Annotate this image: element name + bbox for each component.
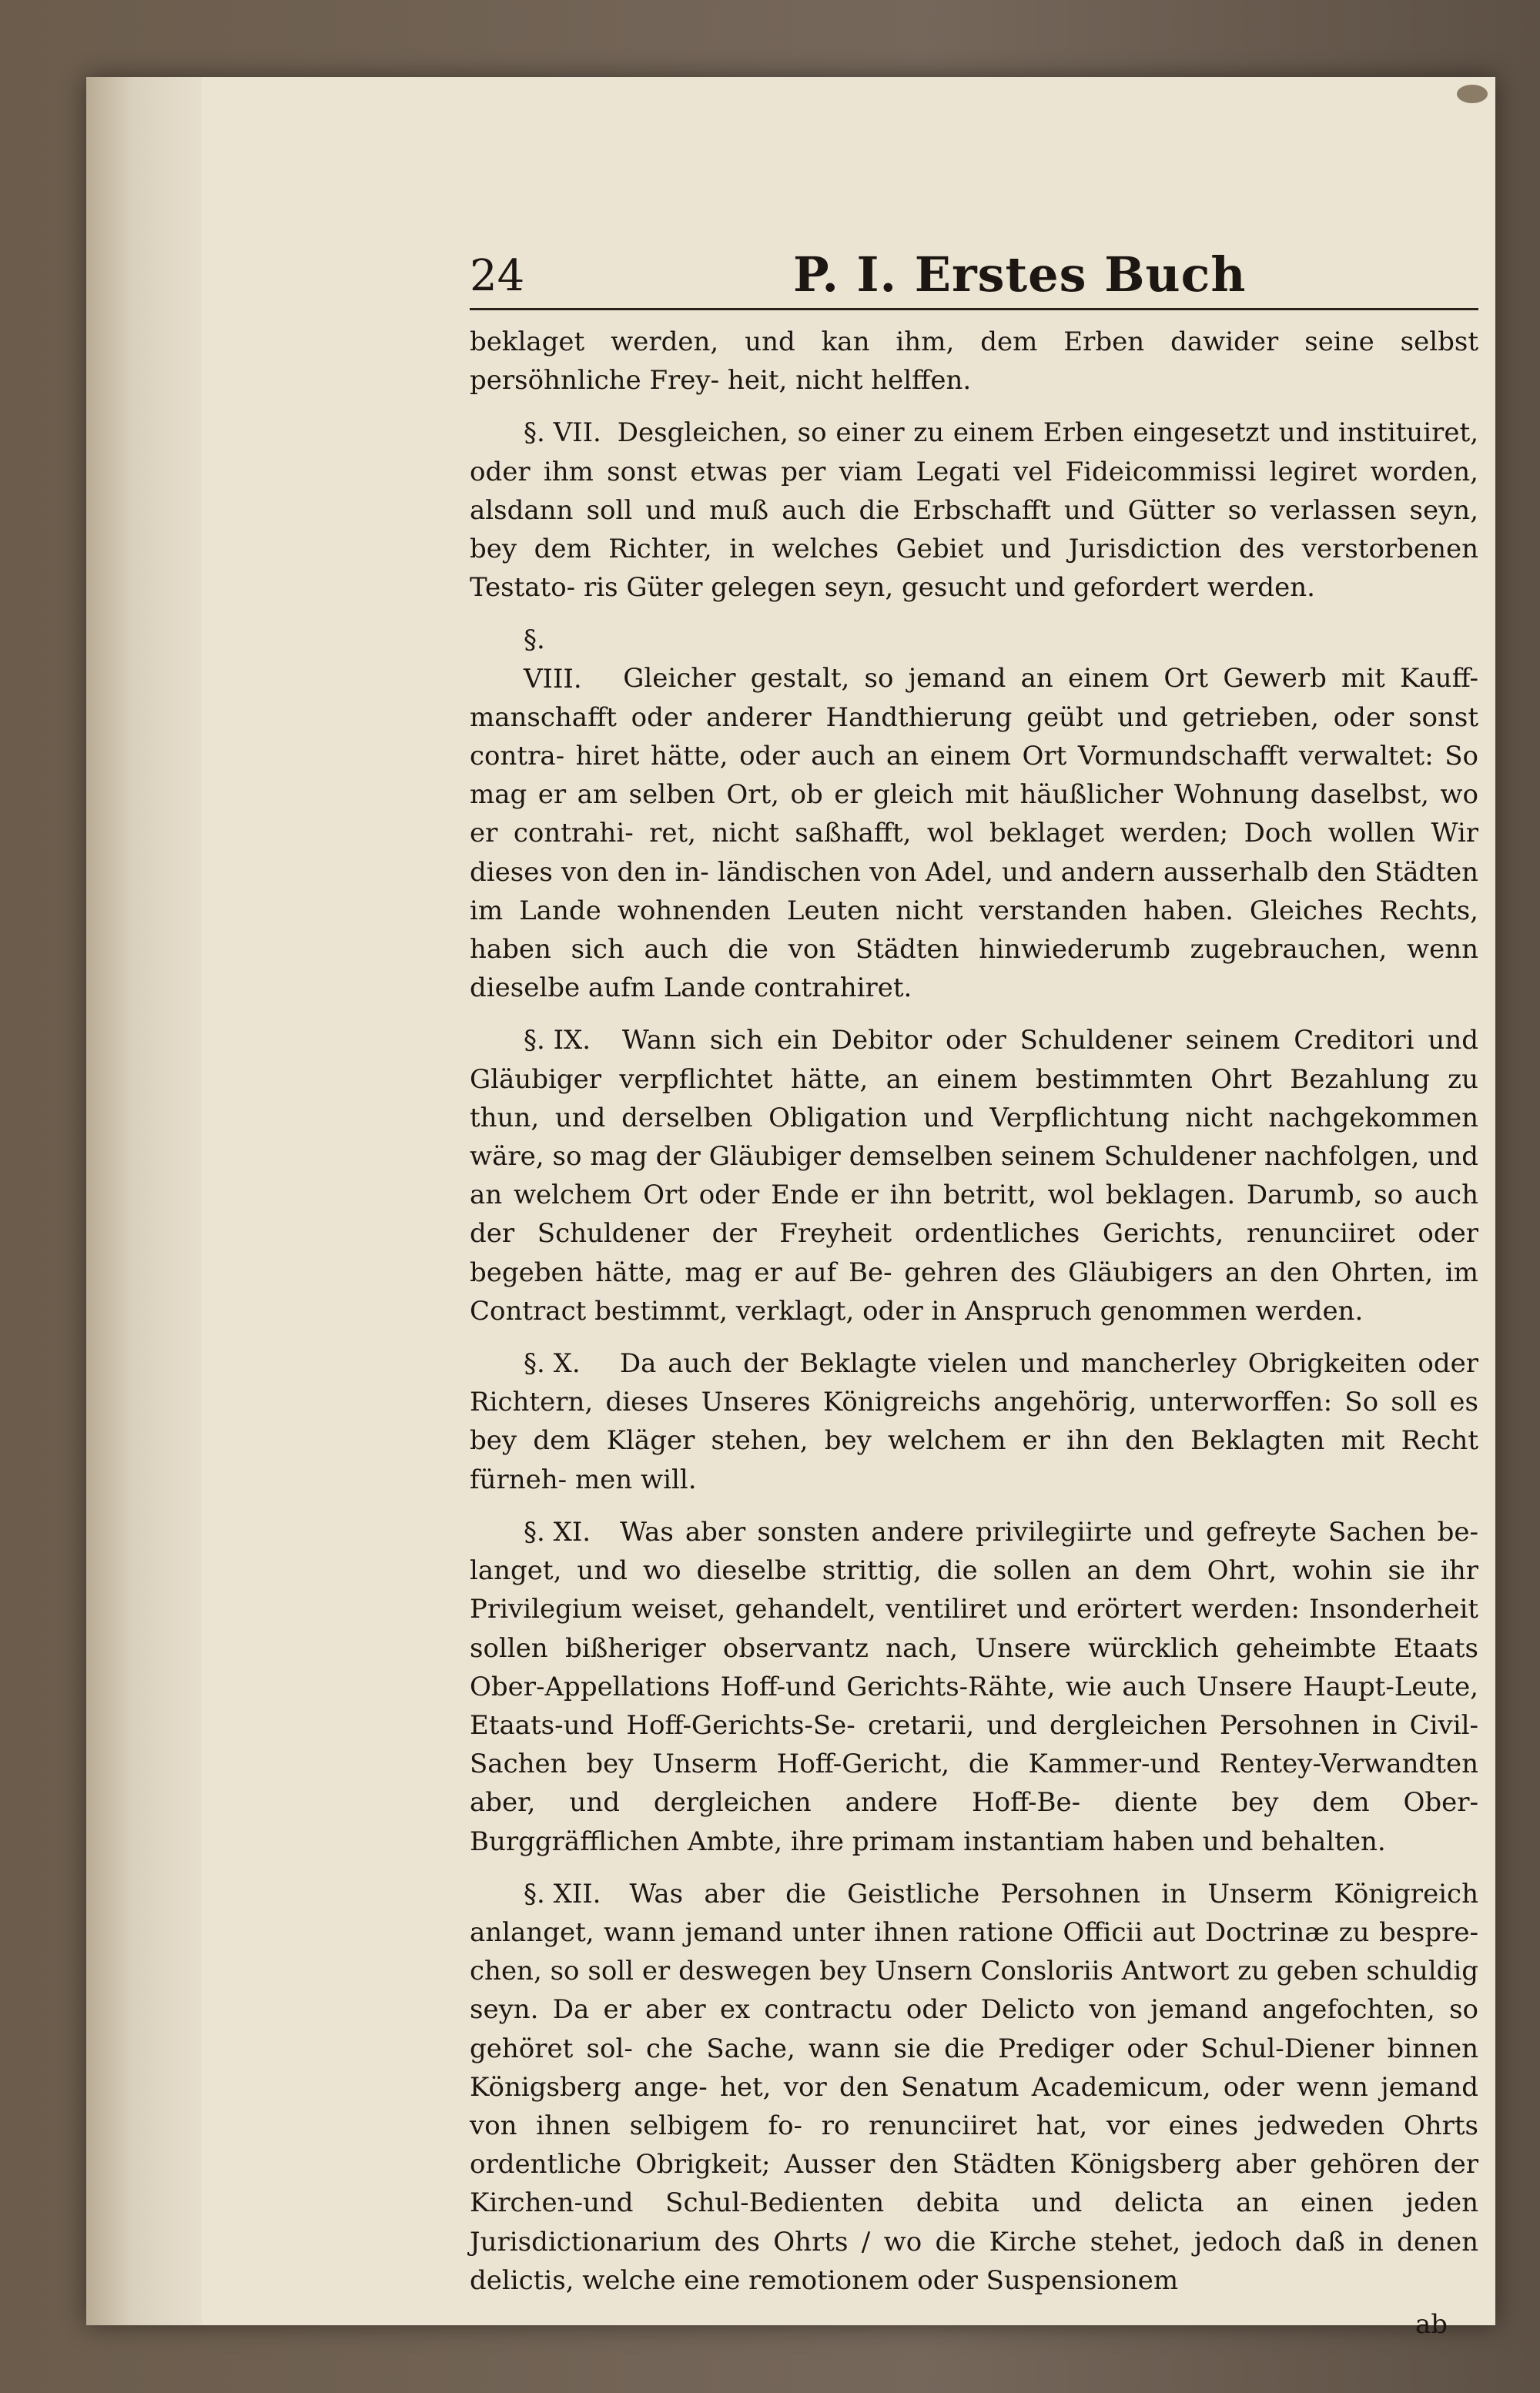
paragraph-text: beklaget werden, und kan ihm, dem Erben dawider seine selbst persöhnliche Frey- heit, nicht helffen. bbox=[470, 326, 1478, 397]
page-number: 24 bbox=[470, 251, 525, 301]
running-head: P. I. Erstes Buch bbox=[793, 246, 1247, 303]
paragraph-continuation bbox=[470, 323, 1478, 400]
paragraph-text: Da auch der Beklagte vielen und mancherley Obrigkeiten oder Richtern, dieses Unseres Königreichs angehörig, unterworffen: So soll es bey dem Kläger stehen, bey welchem er ihn den Beklagten mit Recht fürneh- men will. bbox=[470, 1348, 1478, 1495]
page-header bbox=[470, 246, 1478, 310]
paragraph-text: Wann sich ein Debitor oder Schuldener seinem Creditori und Gläubiger verpflichtet hätte, an einem bestimmten Ohrt Bezahlung zu thun, und derselben Obligation und Verpflichtung nicht nachgekommen wäre, so mag der Gläubiger demselben seinem Schuldener nachfolgen, und an welchem Ort oder Ende er ihn betritt, wol beklagen. Darumb, so auch der Schuldener der Freyheit ordentliches Gerichts, renunciiret oder begeben hätte, mag er auf Be- gehren des Gläubigers an den Ohrten, im Contract bestimmt, verklagt, oder in Anspruch genommen werden. bbox=[470, 1025, 1478, 1327]
paragraph-section-xi bbox=[470, 1513, 1478, 1861]
section-number: §. IX. bbox=[524, 1025, 591, 1056]
paragraph-section-x bbox=[470, 1344, 1478, 1499]
section-number: §. VII. bbox=[524, 417, 601, 449]
paragraph-text: Was aber sonsten andere privilegiirte und gefreyte Sachen be- langet, und wo dieselbe strittig, die sollen an dem Ohrt, wohin sie ihr Privilegium weiset, gehandelt, ventiliret und erörtert werden: Insonderheit sollen bißheriger observantz nach, Unsere würcklich geheimbte Etaats Ober-Appellations Hoff-und Gerichts-Rähte, wie auch Unsere Haupt-Leute, Etaats-und Hoff-Gerichts-Se- cretarii, und dergleichen Persohnen in Civil-Sachen bey Unserm Hoff-Gericht, die Kammer-und Rentey-Verwandten aber, und dergleichen andere Hoff-Be- diente bey dem Ober-Burggräfflichen Ambte, ihre primam instantiam haben und behalten. bbox=[470, 1516, 1478, 1857]
paragraph-section-xii bbox=[470, 1875, 1478, 2300]
paragraph-section-viii bbox=[470, 621, 1478, 1007]
paragraph-section-ix bbox=[470, 1021, 1478, 1330]
paragraph-section-vii bbox=[470, 413, 1478, 607]
section-number: §. XII. bbox=[524, 1878, 601, 1909]
text-block bbox=[470, 246, 1478, 2340]
paragraph-text: Desgleichen, so einer zu einem Erben eingesetzt und instituiret, oder ihm sonst etwas per viam Legati vel Fideicommissi legiret worden, alsdann soll und muß auch die Erbschafft und Gütter so verlassen seyn, bey dem Richter, in welches Gebiet und Jurisdiction des verstorbenen Testato- ris Güter gelegen seyn, gesucht und gefordert werden. bbox=[470, 417, 1479, 604]
library-stamp bbox=[1457, 85, 1488, 103]
section-number: §. XI. bbox=[524, 1516, 591, 1548]
paragraph-text: Gleicher gestalt, so jemand an einem Ort Gewerb mit Kauff- manschafft oder anderer Handthierung geübt und getrieben, oder sonst contra- hiret hätte, oder auch an einem Ort Vormundschafft verwaltet: So mag er am selben Ort, ob er gleich mit häußlicher Wohnung daselbst, wo er contrahi- ret, nicht saßhafft, wol beklaget werden; Doch wollen Wir dieses von den in- ländischen von Adel, und andern ausserhalb den Städten im Lande wohnenden Leuten nicht verstanden haben. Gleiches Rechts, haben sich auch die von Städten hinwiederumb zugebrauchen, wenn dieselbe aufm Lande contrahiret. bbox=[470, 663, 1478, 1004]
page-gutter bbox=[86, 77, 202, 2325]
catchword: ab bbox=[1414, 2308, 1448, 2340]
section-number: §. X. bbox=[524, 1348, 581, 1380]
paragraph-text: Was aber die Geistliche Persohnen in Unserm Königreich anlanget, wann jemand unter ihnen ratione Officii aut Doctrinæ zu bespre- chen, so soll er deswegen bey Unsern Consloriis Antwort zu geben schuldig seyn. Da er aber ex contractu oder Delicto von jemand angefochten, so gehöret sol- che Sache, wann sie die Prediger oder Schul-Diener binnen Königsberg ange- het, vor den Senatum Academicum, oder wenn jemand von ihnen selbigem fo- ro renunciiret hat, vor eines jedweden Ohrts ordentliche Obrigkeit; Ausser den Städten Königsberg aber gehören der Kirchen-und Schul-Bedienten debita und delicta an einen jeden Jurisdictionarium des Ohrts / wo die Kirche stehet, jedoch daß in denen delictis, welche eine remotionem oder Suspensionem bbox=[470, 1878, 1478, 2296]
section-number: §. VIII. bbox=[524, 624, 582, 694]
